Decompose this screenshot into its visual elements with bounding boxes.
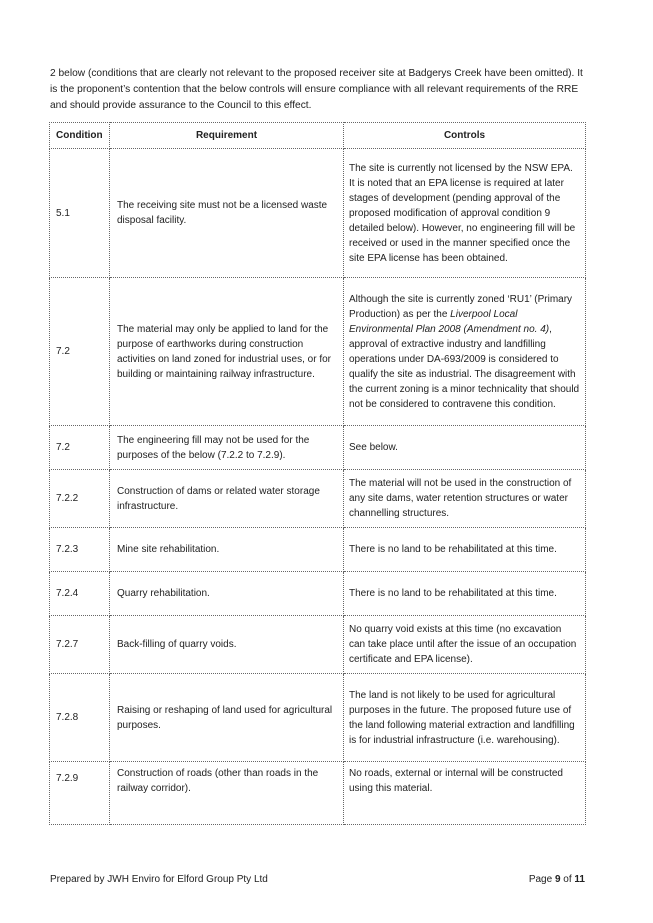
condition-cell: 5.1	[50, 149, 110, 278]
table-header-row	[50, 123, 586, 149]
header-controls: Controls	[344, 123, 586, 149]
condition-cell: 7.2.3	[50, 528, 110, 572]
table-row	[50, 426, 586, 470]
controls-cell: There is no land to be rehabilitated at this time.	[344, 528, 586, 572]
requirement-cell: Back-filling of quarry voids.	[110, 616, 344, 674]
controls-cell: No quarry void exists at this time (no excavation can take place until after the issue of an occupation certificate and EPA license).	[344, 616, 586, 674]
requirement-cell: Quarry rehabilitation.	[110, 572, 344, 616]
requirement-cell: Construction of dams or related water storage infrastructure.	[110, 470, 344, 528]
condition-cell: 7.2.2	[50, 470, 110, 528]
table-row	[50, 149, 586, 278]
page-number	[529, 874, 585, 885]
table-row	[50, 470, 586, 528]
requirement-cell: The material may only be applied to land for the purpose of earthworks during construction activities on land zoned for industrial uses, or for building or maintaining railway infrastructure.	[110, 278, 344, 426]
controls-cell: No roads, external or internal will be constructed using this material.	[344, 762, 586, 825]
header-requirement: Requirement	[110, 123, 344, 149]
intro-paragraph: 2 below (conditions that are clearly not relevant to the proposed receiver site at Badgerys Creek have been omitted). It is the proponent’s contention that the below controls will ensure compliance with all relevant requirements of the RRE and should provide assurance to the Council to this effect.	[50, 68, 583, 111]
table-row	[50, 528, 586, 572]
condition-cell: 7.2.9	[50, 762, 110, 825]
controls-cell: The site is currently not licensed by the NSW EPA. It is noted that an EPA license is required at later stages of development (pending approval of the proposed modification of approval condition 9 detailed below). However, no engineering fill will be received or used in the manner specified once the site EPA license has been obtained.	[344, 149, 586, 278]
controls-cell: See below.	[344, 426, 586, 470]
controls-text: Although the site is currently zoned ‘RU1’ (Primary Production) as per the	[349, 293, 573, 320]
condition-cell: 7.2	[50, 426, 110, 470]
table-row	[50, 674, 586, 762]
page-label: Page	[528, 874, 555, 885]
header-condition: Condition	[50, 123, 110, 149]
conditions-table	[49, 122, 586, 825]
condition-cell: 7.2	[50, 278, 110, 426]
table-row	[50, 572, 586, 616]
requirement-cell: Mine site rehabilitation.	[110, 528, 344, 572]
table-row	[50, 278, 586, 426]
condition-cell: 7.2.4	[50, 572, 110, 616]
condition-cell: 7.2.7	[50, 616, 110, 674]
controls-cell: There is no land to be rehabilitated at this time.	[344, 572, 586, 616]
requirement-cell: Construction of roads (other than roads in the railway corridor).	[110, 762, 344, 825]
controls-text: , approval of extractive industry and landfilling operations under DA-693/2009 is considered to qualify the site as industrial. The disagreement with the current zoning is a minor technicality that should not be considered to contravene this condition.	[349, 323, 580, 410]
condition-cell: 7.2.8	[50, 674, 110, 762]
controls-cell: The land is not likely to be used for agricultural purposes in the future. The proposed future use of the land following material extraction and landfilling is for industrial infrastructure (i.e. warehousing).	[344, 674, 586, 762]
requirement-cell: The receiving site must not be a licensed waste disposal facility.	[110, 149, 344, 278]
requirement-cell: The engineering fill may not be used for the purposes of the below (7.2.2 to 7.2.9).	[110, 426, 344, 470]
page-of-label: of	[560, 874, 575, 885]
page-total: 11	[574, 874, 585, 885]
page-current: 9	[554, 874, 561, 885]
controls-cell	[344, 278, 586, 426]
controls-cell: The material will not be used in the construction of any site dams, water retention structures or water channelling structures.	[344, 470, 586, 528]
requirement-cell: Raising or reshaping of land used for agricultural purposes.	[110, 674, 344, 762]
table-row	[50, 762, 586, 825]
controls-plan-title: Liverpool Local Environmental Plan 2008 (Amendment no. 4)	[349, 308, 550, 335]
footer-prepared-by: Prepared by JWH Enviro for Elford Group Pty Ltd	[50, 874, 268, 885]
table-row	[50, 616, 586, 674]
